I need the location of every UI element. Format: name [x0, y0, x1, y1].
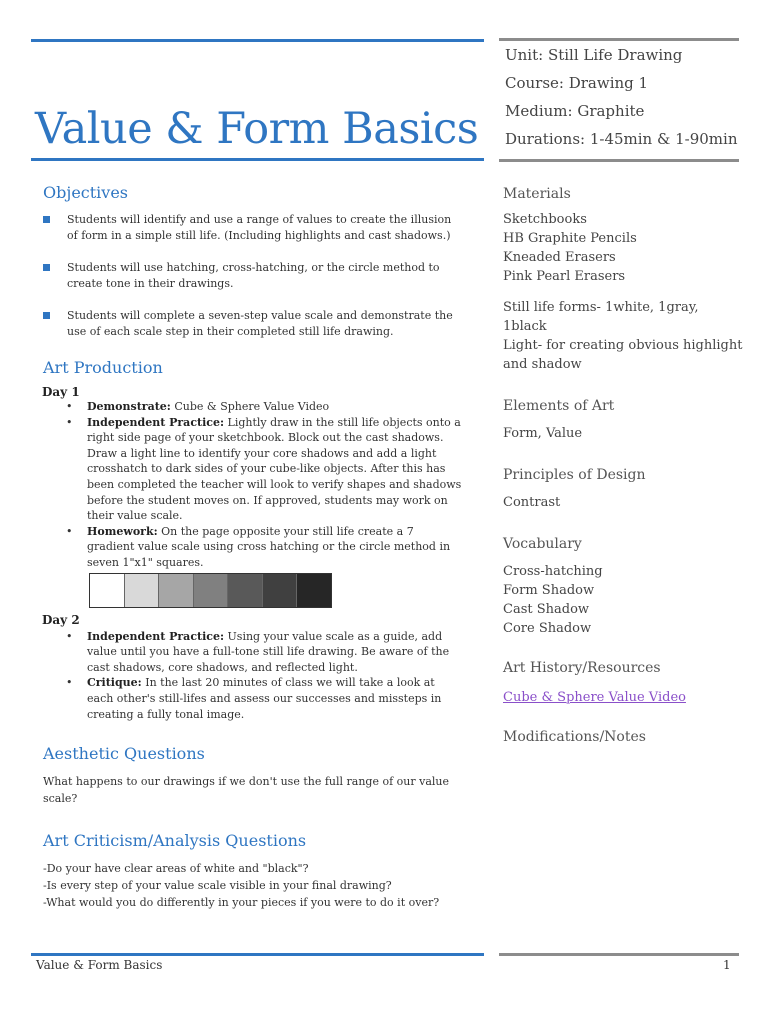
- value-swatch: [90, 574, 125, 607]
- history-links: [503, 686, 743, 705]
- page-number: 1: [723, 958, 731, 972]
- material-item: Kneaded Erasers: [503, 250, 616, 265]
- page-title: Value & Form Basics: [35, 104, 479, 154]
- cube-sphere-video-link[interactable]: Cube & Sphere Value Video: [503, 690, 686, 705]
- top-rule-right: [499, 38, 739, 41]
- modifications-heading: Modifications/Notes: [503, 729, 646, 745]
- value-swatch: [159, 574, 194, 607]
- criticism-line: -What would you do differently in your pieces if you were to do it over?: [43, 896, 440, 910]
- list-item: Students will complete a seven-step value scale and demonstrate the use of each scale step in their completed still life drawing.: [43, 308, 463, 340]
- criticism-line: -Is every step of your value scale visible in your final drawing?: [43, 879, 392, 893]
- course-meta: [505, 44, 740, 156]
- material-item: Sketchbooks: [503, 212, 587, 227]
- square-bullet-icon: [43, 264, 50, 271]
- footer-rule-right: [499, 953, 739, 956]
- vocab-heading: Vocabulary: [503, 536, 582, 552]
- list-item: Students will identify and use a range of values to create the illusion of form in a simple still life. (Including highlights and cast shadows.): [43, 212, 463, 244]
- material-extra-item: Still life forms- 1white, 1gray, 1black: [503, 300, 699, 334]
- vocab-item: Form Shadow: [503, 583, 595, 598]
- meta-duration: Durations: 1-45min & 1-90min: [505, 130, 738, 148]
- bullet-icon: •: [66, 629, 73, 643]
- footer-title: Value & Form Basics: [36, 958, 163, 972]
- day2-list: [43, 629, 463, 723]
- elements-text: Form, Value: [503, 426, 583, 441]
- materials-list: [503, 210, 743, 286]
- bullet-icon: •: [66, 415, 73, 429]
- vocab-item: Core Shadow: [503, 621, 592, 636]
- vocab-item: Cast Shadow: [503, 602, 590, 617]
- title-rule: [31, 158, 484, 161]
- main-column: [43, 183, 463, 911]
- materials-heading: Materials: [503, 186, 571, 202]
- value-swatch: [194, 574, 229, 607]
- aesthetic-heading: Aesthetic Questions: [43, 744, 205, 764]
- objectives-list: [43, 212, 463, 340]
- value-scale: [89, 573, 332, 608]
- square-bullet-icon: [43, 216, 50, 223]
- meta-rule: [499, 159, 739, 162]
- top-rule-left: [31, 39, 484, 42]
- day1-list: [43, 399, 463, 571]
- list-item: • Demonstrate: Cube & Sphere Value Video: [66, 400, 330, 413]
- value-swatch: [297, 574, 331, 607]
- aesthetic-text: What happens to our drawings if we don't use the full range of our value scale?: [43, 775, 450, 806]
- list-item: • Independent Practice: Using your value scale as a guide, add value until you have a full-tone still life drawing. Be aware of the cast shadows, core shadows, and reflected light.: [66, 629, 450, 674]
- elements-heading: Elements of Art: [503, 398, 615, 414]
- principles-text: Contrast: [503, 495, 561, 510]
- footer-rule-left: [31, 953, 484, 956]
- bullet-icon: •: [66, 524, 73, 538]
- vocab-item: Cross-hatching: [503, 564, 603, 579]
- list-item: • Independent Practice: Lightly draw in the still life objects onto a right side page of your sketchbook. Block out the cast shadows. Draw a light line to identify your core shadows and add a light crosshatch to dark sides of your cube-like objects. After this has been completed the teacher will look to verify shapes and shadows before the student moves on. If approved, students may work on their value scale.: [66, 415, 462, 523]
- objectives-heading: Objectives: [43, 183, 129, 202]
- history-heading: Art History/Resources: [503, 660, 661, 676]
- principles-heading: Principles of Design: [503, 467, 646, 483]
- value-swatch: [125, 574, 160, 607]
- day2-label: Day 2: [42, 612, 80, 627]
- meta-medium: Medium: Graphite: [505, 102, 645, 120]
- value-swatch: [228, 574, 263, 607]
- material-item: Pink Pearl Erasers: [503, 269, 626, 284]
- criticism-line: -Do your have clear areas of white and "black"?: [43, 862, 309, 876]
- bullet-icon: •: [66, 676, 73, 690]
- sidebar: [503, 186, 743, 745]
- art-production-heading: Art Production: [43, 358, 163, 377]
- day1-label: Day 1: [42, 385, 80, 399]
- materials-extra: [503, 298, 743, 374]
- meta-unit: Unit: Still Life Drawing: [505, 46, 683, 64]
- list-item: • Critique: In the last 20 minutes of class we will take a look at each other's still-lifes and assess our successes and missteps in creating a fully tonal image.: [66, 676, 442, 721]
- value-swatch: [263, 574, 298, 607]
- vocab-list: [503, 562, 743, 638]
- criticism-heading: Art Criticism/Analysis Questions: [43, 831, 307, 851]
- material-extra-item: Light- for creating obvious highlight and shadow: [503, 338, 743, 372]
- bullet-icon: •: [66, 400, 73, 413]
- material-item: HB Graphite Pencils: [503, 231, 637, 246]
- list-item: • Homework: On the page opposite your still life create a 7 gradient value scale using cross hatching or the circle method in seven 1"x1" squares.: [66, 524, 451, 569]
- list-item: Students will use hatching, cross-hatching, or the circle method to create tone in their drawings.: [43, 260, 463, 292]
- square-bullet-icon: [43, 312, 50, 319]
- criticism-lines: [43, 860, 463, 911]
- meta-course: Course: Drawing 1: [505, 74, 649, 92]
